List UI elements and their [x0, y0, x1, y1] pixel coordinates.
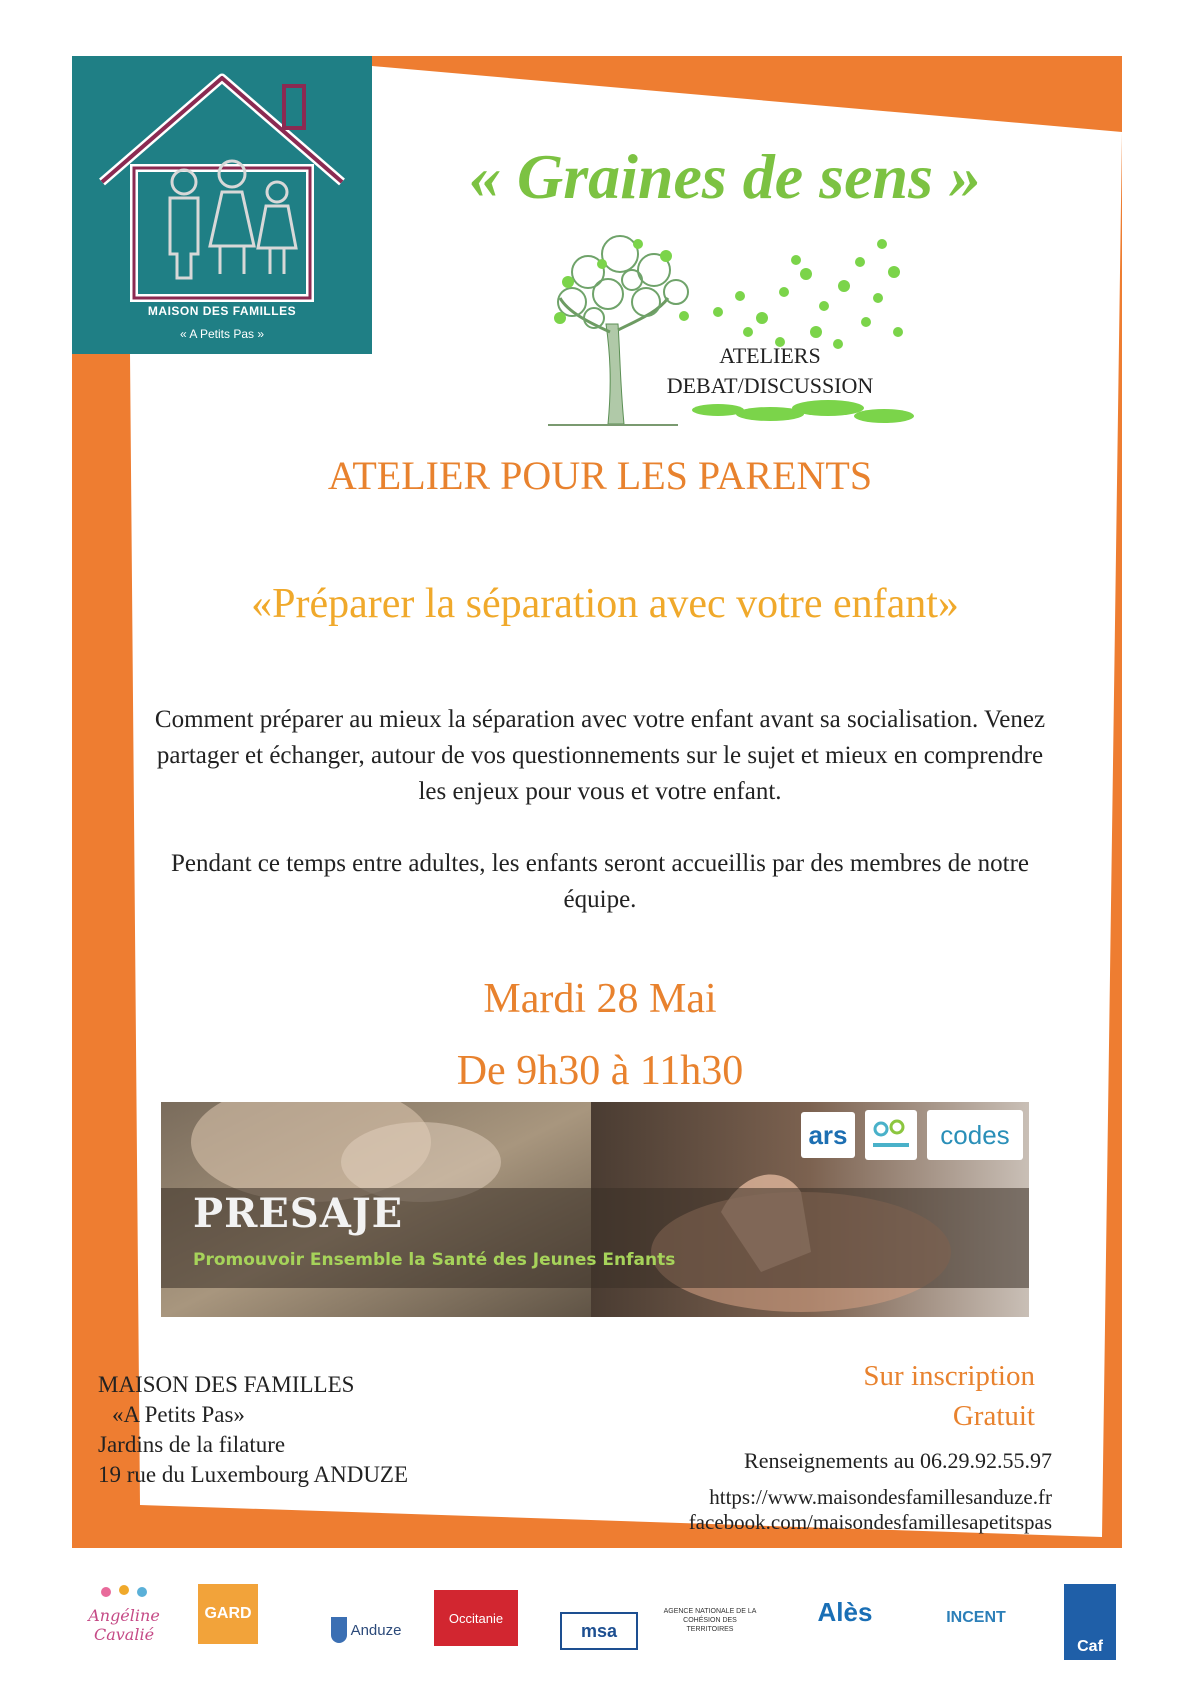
address-block — [98, 1370, 408, 1490]
partner-label: Anduze — [350, 1621, 402, 1639]
address-line3: Jardins de la filature — [98, 1432, 286, 1457]
workshop-theme: «Préparer la séparation avec votre enfant» — [251, 581, 959, 627]
education-logo — [865, 1110, 917, 1160]
event-date: Mardi 28 Mai — [483, 976, 717, 1022]
registration-line2: Gratuit — [952, 1400, 1035, 1432]
partner-logo-occitanie — [434, 1590, 518, 1646]
partner-logo-caf — [1064, 1584, 1116, 1660]
logo-name: MAISON DES FAMILLES — [147, 304, 297, 318]
description-paragraph: Comment préparer au mieux la séparation avec votre enfant avant sa socialisation. Venez partager et échanger, autour de vos questionnements sur le sujet et mieux en comprendre les enjeux pour vous et votre enfant. — [154, 706, 1046, 805]
workshop-type-line1: ATELIERS — [719, 343, 821, 368]
partner-logo-msa — [560, 1612, 638, 1650]
contact-phone: Renseignements au 06.29.92.55.97 — [744, 1448, 1052, 1473]
people-icon — [92, 1584, 156, 1606]
address-line2: «A Petits Pas» — [112, 1402, 245, 1427]
ars-logo: ars — [801, 1112, 855, 1158]
maison-des-familles-logo — [72, 56, 372, 354]
partner-logo-gard — [198, 1584, 258, 1644]
education-icon — [869, 1115, 913, 1155]
shield-icon — [331, 1617, 347, 1643]
tree-illustration — [548, 232, 928, 442]
partner-label: AGENCE NATIONALE DE LA COHÉSION DES TERRITOIRES — [663, 1607, 757, 1633]
partner-label: Alès — [817, 1596, 873, 1627]
partner-logo-anct — [662, 1592, 758, 1648]
facebook-link[interactable]: facebook.com/maisondesfamillesapetitspas — [688, 1510, 1052, 1534]
partner-logo-ales — [800, 1590, 890, 1634]
house-icon — [92, 64, 352, 304]
childcare-paragraph: Pendant ce temps entre adultes, les enfants seront accueillis par des membres de notre équipe. — [170, 850, 1030, 913]
partner-label: GARD — [204, 1605, 252, 1622]
address-line4: 19 rue du Luxembourg ANDUZE — [98, 1462, 409, 1487]
partner-label: Occitanie — [448, 1610, 504, 1626]
registration-line1: Sur inscription — [863, 1360, 1035, 1392]
banner-title: PRESAJE — [193, 1190, 404, 1237]
subtitle: ATELIER POUR LES PARENTS — [327, 453, 873, 498]
partner-label: Angéline Cavalié — [88, 1606, 160, 1644]
partner-label: INCENT — [946, 1609, 1006, 1626]
banner-tagline: Promouvoir Ensemble la Santé des Jeunes Enfants — [193, 1250, 676, 1270]
logo-subtitle: « A Petits Pas » — [179, 327, 265, 341]
website-link[interactable]: https://www.maisondesfamillesanduze.fr — [709, 1485, 1052, 1509]
partner-label: Caf — [1077, 1638, 1103, 1655]
codes-logo: codes — [927, 1110, 1023, 1160]
presaje-banner — [161, 1102, 1029, 1317]
partner-logo-angeline — [74, 1578, 174, 1650]
event-time: De 9h30 à 11h30 — [456, 1048, 744, 1094]
workshop-type-line2: DEBAT/DISCUSSION — [666, 373, 874, 398]
partner-logo-incent — [930, 1594, 1022, 1642]
partner-label: msa — [580, 1620, 618, 1641]
address-line1: MAISON DES FAMILLES — [98, 1372, 355, 1397]
partner-logo-anduze — [318, 1610, 414, 1650]
poster-title: « Graines de sens » — [468, 141, 982, 212]
